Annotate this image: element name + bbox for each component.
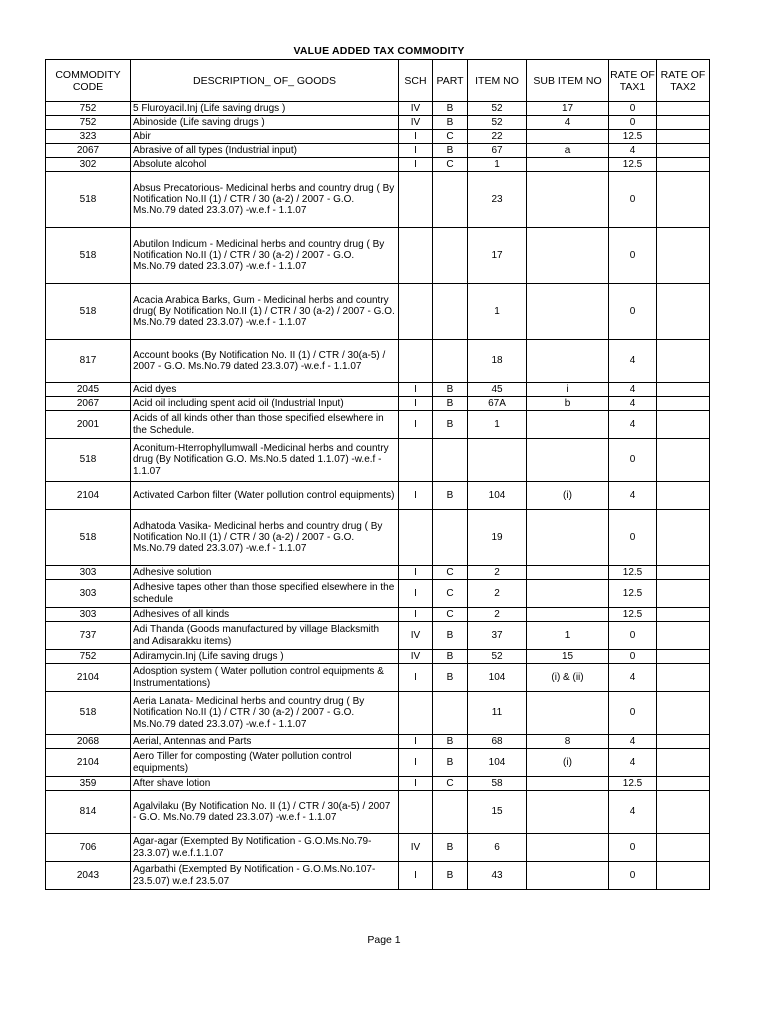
description-cell: Aerial, Antennas and Parts xyxy=(131,735,399,749)
table-row xyxy=(46,580,710,608)
sch-cell xyxy=(399,284,433,340)
sub-item-no-cell: 1 xyxy=(527,622,609,650)
rate-of-tax2-cell xyxy=(657,650,710,664)
rate-of-tax1-cell: 4 xyxy=(609,340,657,383)
rate-of-tax2-cell xyxy=(657,622,710,650)
item-no-cell: 2 xyxy=(468,580,527,608)
part-cell xyxy=(433,172,468,228)
part-cell: B xyxy=(433,482,468,510)
commodity-code-cell: 518 xyxy=(46,228,131,284)
rate-of-tax1-cell: 4 xyxy=(609,791,657,834)
table-row xyxy=(46,566,710,580)
rate-of-tax1-cell: 0 xyxy=(609,834,657,862)
item-no-cell: 68 xyxy=(468,735,527,749)
commodity-code-cell: 303 xyxy=(46,566,131,580)
sch-cell xyxy=(399,439,433,482)
description-cell: Agar-agar (Exempted By Notification - G.O.Ms.No.79-23.3.07) w.e.f.1.1.07 xyxy=(131,834,399,862)
part-cell: C xyxy=(433,777,468,791)
commodity-code-cell: 817 xyxy=(46,340,131,383)
item-no-cell: 52 xyxy=(468,650,527,664)
part-cell: B xyxy=(433,735,468,749)
table-row xyxy=(46,144,710,158)
description-cell: Acacia Arabica Barks, Gum - Medicinal herbs and country drug( By Notification No.II (1) / CTR / 30 (a-2) / 2007 - G.O. Ms.No.79 dated 23.3.07) -w.e.f - 1.1.07 xyxy=(131,284,399,340)
description-cell: Adiramycin.Inj (Life saving drugs ) xyxy=(131,650,399,664)
rate-of-tax2-cell xyxy=(657,791,710,834)
table-row xyxy=(46,791,710,834)
rate-of-tax1-cell: 0 xyxy=(609,692,657,735)
part-cell xyxy=(433,439,468,482)
sch-cell: I xyxy=(399,735,433,749)
sch-cell: I xyxy=(399,566,433,580)
sch-cell: IV xyxy=(399,116,433,130)
part-cell: B xyxy=(433,397,468,411)
sub-item-no-cell xyxy=(527,411,609,439)
sub-item-no-cell: b xyxy=(527,397,609,411)
rate-of-tax2-cell xyxy=(657,284,710,340)
rate-of-tax2-cell xyxy=(657,340,710,383)
sub-item-no-cell xyxy=(527,862,609,890)
description-cell: Agarbathi (Exempted By Notification - G.O.Ms.No.107-23.5.07) w.e.f 23.5.07 xyxy=(131,862,399,890)
table-row xyxy=(46,102,710,116)
part-cell: C xyxy=(433,130,468,144)
description-cell: Agalvilaku (By Notification No. II (1) / CTR / 30(a-5) / 2007 - G.O. Ms.No.79 dated 23.3.07) -w.e.f - 1.1.07 xyxy=(131,791,399,834)
commodity-code-cell: 359 xyxy=(46,777,131,791)
description-cell: Acid dyes xyxy=(131,383,399,397)
table-row xyxy=(46,116,710,130)
rate-of-tax1-cell: 4 xyxy=(609,383,657,397)
rate-of-tax1-cell: 4 xyxy=(609,397,657,411)
part-cell: B xyxy=(433,144,468,158)
sch-cell: IV xyxy=(399,102,433,116)
part-cell xyxy=(433,284,468,340)
rate-of-tax1-cell: 0 xyxy=(609,228,657,284)
header-part: PART xyxy=(433,60,468,102)
rate-of-tax2-cell xyxy=(657,664,710,692)
rate-of-tax2-cell xyxy=(657,158,710,172)
sub-item-no-cell xyxy=(527,791,609,834)
sch-cell: I xyxy=(399,411,433,439)
rate-of-tax1-cell: 4 xyxy=(609,735,657,749)
table-row xyxy=(46,510,710,566)
sub-item-no-cell xyxy=(527,580,609,608)
item-no-cell: 22 xyxy=(468,130,527,144)
header-item-no: ITEM NO xyxy=(468,60,527,102)
part-cell: B xyxy=(433,622,468,650)
table-row xyxy=(46,735,710,749)
header-row xyxy=(46,60,710,102)
sch-cell: I xyxy=(399,144,433,158)
rate-of-tax2-cell xyxy=(657,397,710,411)
sch-cell: I xyxy=(399,608,433,622)
rate-of-tax1-cell: 12.5 xyxy=(609,158,657,172)
sub-item-no-cell xyxy=(527,228,609,284)
header-rate-of-tax1: RATE OF TAX1 xyxy=(609,60,657,102)
rate-of-tax2-cell xyxy=(657,777,710,791)
table-row xyxy=(46,862,710,890)
part-cell xyxy=(433,692,468,735)
commodity-code-cell: 737 xyxy=(46,622,131,650)
item-no-cell: 15 xyxy=(468,791,527,834)
rate-of-tax2-cell xyxy=(657,172,710,228)
sch-cell xyxy=(399,692,433,735)
rate-of-tax2-cell xyxy=(657,749,710,777)
item-no-cell: 67A xyxy=(468,397,527,411)
commodity-code-cell: 814 xyxy=(46,791,131,834)
part-cell: B xyxy=(433,383,468,397)
commodity-code-cell: 2043 xyxy=(46,862,131,890)
commodity-code-cell: 323 xyxy=(46,130,131,144)
item-no-cell: 19 xyxy=(468,510,527,566)
commodity-code-cell: 2045 xyxy=(46,383,131,397)
part-cell: B xyxy=(433,834,468,862)
rate-of-tax1-cell: 12.5 xyxy=(609,777,657,791)
sch-cell xyxy=(399,172,433,228)
part-cell xyxy=(433,228,468,284)
description-cell: Aeria Lanata- Medicinal herbs and country drug ( By Notification No.II (1) / CTR / 30 (a-2) / 2007 - G.O. Ms.No.79 dated 23.3.07) -w.e.f - 1.1.07 xyxy=(131,692,399,735)
rate-of-tax2-cell xyxy=(657,580,710,608)
part-cell: B xyxy=(433,102,468,116)
item-no-cell: 18 xyxy=(468,340,527,383)
sub-item-no-cell: (i) xyxy=(527,482,609,510)
sub-item-no-cell xyxy=(527,340,609,383)
commodity-code-cell: 752 xyxy=(46,102,131,116)
sch-cell xyxy=(399,510,433,566)
commodity-code-cell: 303 xyxy=(46,608,131,622)
table-row xyxy=(46,834,710,862)
item-no-cell: 104 xyxy=(468,482,527,510)
table-row xyxy=(46,777,710,791)
commodity-code-cell: 2001 xyxy=(46,411,131,439)
item-no-cell: 43 xyxy=(468,862,527,890)
description-cell: 5 Fluroyacil.Inj (Life saving drugs ) xyxy=(131,102,399,116)
sub-item-no-cell: 17 xyxy=(527,102,609,116)
commodity-code-cell: 2067 xyxy=(46,144,131,158)
sch-cell: I xyxy=(399,130,433,144)
table-row xyxy=(46,340,710,383)
rate-of-tax2-cell xyxy=(657,383,710,397)
part-cell: B xyxy=(433,116,468,130)
sub-item-no-cell xyxy=(527,130,609,144)
sub-item-no-cell: 8 xyxy=(527,735,609,749)
rate-of-tax2-cell xyxy=(657,692,710,735)
part-cell: B xyxy=(433,650,468,664)
sch-cell: I xyxy=(399,862,433,890)
description-cell: Abrasive of all types (Industrial input) xyxy=(131,144,399,158)
commodity-code-cell: 706 xyxy=(46,834,131,862)
rate-of-tax2-cell xyxy=(657,130,710,144)
rate-of-tax2-cell xyxy=(657,510,710,566)
sub-item-no-cell xyxy=(527,510,609,566)
sub-item-no-cell xyxy=(527,608,609,622)
rate-of-tax2-cell xyxy=(657,735,710,749)
rate-of-tax2-cell xyxy=(657,228,710,284)
rate-of-tax1-cell: 0 xyxy=(609,172,657,228)
table-row xyxy=(46,664,710,692)
sch-cell: I xyxy=(399,158,433,172)
table-row xyxy=(46,749,710,777)
header-rate-of-tax2: RATE OF TAX2 xyxy=(657,60,710,102)
description-cell: Adhesive solution xyxy=(131,566,399,580)
item-no-cell: 17 xyxy=(468,228,527,284)
rate-of-tax1-cell: 0 xyxy=(609,650,657,664)
rate-of-tax1-cell: 12.5 xyxy=(609,580,657,608)
sub-item-no-cell: 4 xyxy=(527,116,609,130)
sch-cell xyxy=(399,791,433,834)
part-cell: B xyxy=(433,411,468,439)
description-cell: Account books (By Notification No. II (1) / CTR / 30(a-5) / 2007 - G.O. Ms.No.79 dated 23.3.07) -w.e.f - 1.1.07 xyxy=(131,340,399,383)
table-row xyxy=(46,692,710,735)
description-cell: Acid oil including spent acid oil (Industrial Input) xyxy=(131,397,399,411)
description-cell: Adosption system ( Water pollution control equipments & Instrumentations) xyxy=(131,664,399,692)
item-no-cell: 37 xyxy=(468,622,527,650)
item-no-cell: 104 xyxy=(468,664,527,692)
table-row xyxy=(46,172,710,228)
commodity-table xyxy=(45,59,710,890)
rate-of-tax2-cell xyxy=(657,608,710,622)
item-no-cell: 6 xyxy=(468,834,527,862)
item-no-cell xyxy=(468,439,527,482)
sch-cell: I xyxy=(399,749,433,777)
rate-of-tax1-cell: 4 xyxy=(609,482,657,510)
sch-cell: I xyxy=(399,482,433,510)
commodity-code-cell: 752 xyxy=(46,116,131,130)
table-row xyxy=(46,397,710,411)
rate-of-tax1-cell: 12.5 xyxy=(609,130,657,144)
sub-item-no-cell: i xyxy=(527,383,609,397)
description-cell: Aconitum-Hterrophyllumwall -Medicinal herbs and country drug (By Notification G.O. Ms.No.5 dated 1.1.07) -w.e.f - 1.1.07 xyxy=(131,439,399,482)
description-cell: Adhatoda Vasika- Medicinal herbs and country drug ( By Notification No.II (1) / CTR / 30 (a-2) / 2007 - G.O. Ms.No.79 dated 23.3.07) -w.e.f - 1.1.07 xyxy=(131,510,399,566)
part-cell xyxy=(433,510,468,566)
item-no-cell: 58 xyxy=(468,777,527,791)
rate-of-tax1-cell: 0 xyxy=(609,102,657,116)
commodity-code-cell: 2104 xyxy=(46,749,131,777)
commodity-code-cell: 518 xyxy=(46,439,131,482)
description-cell: Aero Tiller for composting (Water pollution control equipments) xyxy=(131,749,399,777)
rate-of-tax1-cell: 0 xyxy=(609,439,657,482)
description-cell: Adi Thanda (Goods manufactured by village Blacksmith and Adisarakku items) xyxy=(131,622,399,650)
part-cell: B xyxy=(433,862,468,890)
rate-of-tax2-cell xyxy=(657,439,710,482)
item-no-cell: 45 xyxy=(468,383,527,397)
item-no-cell: 67 xyxy=(468,144,527,158)
description-cell: Absolute alcohol xyxy=(131,158,399,172)
table-row xyxy=(46,158,710,172)
rate-of-tax1-cell: 4 xyxy=(609,749,657,777)
rate-of-tax2-cell xyxy=(657,862,710,890)
item-no-cell: 23 xyxy=(468,172,527,228)
rate-of-tax2-cell xyxy=(657,482,710,510)
sch-cell: IV xyxy=(399,650,433,664)
commodity-code-cell: 2067 xyxy=(46,397,131,411)
part-cell: C xyxy=(433,566,468,580)
rate-of-tax2-cell xyxy=(657,566,710,580)
part-cell xyxy=(433,791,468,834)
part-cell: C xyxy=(433,580,468,608)
commodity-code-cell: 518 xyxy=(46,284,131,340)
item-no-cell: 104 xyxy=(468,749,527,777)
rate-of-tax1-cell: 0 xyxy=(609,510,657,566)
sch-cell: I xyxy=(399,580,433,608)
sch-cell: I xyxy=(399,397,433,411)
rate-of-tax1-cell: 4 xyxy=(609,664,657,692)
table-row xyxy=(46,439,710,482)
description-cell: Adhesive tapes other than those specified elsewhere in the schedule xyxy=(131,580,399,608)
table-body xyxy=(46,102,710,890)
sub-item-no-cell xyxy=(527,566,609,580)
item-no-cell: 1 xyxy=(468,158,527,172)
table-row xyxy=(46,228,710,284)
sub-item-no-cell xyxy=(527,284,609,340)
sch-cell: I xyxy=(399,383,433,397)
header-sch: SCH xyxy=(399,60,433,102)
sch-cell: I xyxy=(399,777,433,791)
description-cell: Absus Precatorious- Medicinal herbs and country drug ( By Notification No.II (1) / CTR / 30 (a-2) / 2007 - G.O. Ms.No.79 dated 23.3.07) -w.e.f - 1.1.07 xyxy=(131,172,399,228)
table-row xyxy=(46,411,710,439)
description-cell: Abinoside (Life saving drugs ) xyxy=(131,116,399,130)
sch-cell: IV xyxy=(399,622,433,650)
sch-cell: I xyxy=(399,664,433,692)
sub-item-no-cell xyxy=(527,158,609,172)
commodity-code-cell: 2104 xyxy=(46,482,131,510)
part-cell: C xyxy=(433,158,468,172)
page-number: Page 1 xyxy=(367,934,401,946)
rate-of-tax2-cell xyxy=(657,102,710,116)
rate-of-tax2-cell xyxy=(657,411,710,439)
rate-of-tax1-cell: 0 xyxy=(609,622,657,650)
rate-of-tax1-cell: 4 xyxy=(609,411,657,439)
part-cell: B xyxy=(433,749,468,777)
sub-item-no-cell: (i) xyxy=(527,749,609,777)
rate-of-tax2-cell xyxy=(657,834,710,862)
table-row xyxy=(46,284,710,340)
sub-item-no-cell xyxy=(527,172,609,228)
rate-of-tax2-cell xyxy=(657,116,710,130)
table-row xyxy=(46,383,710,397)
commodity-code-cell: 303 xyxy=(46,580,131,608)
sch-cell xyxy=(399,340,433,383)
sub-item-no-cell: (i) & (ii) xyxy=(527,664,609,692)
table-row xyxy=(46,130,710,144)
item-no-cell: 2 xyxy=(468,608,527,622)
header-sub-item-no: SUB ITEM NO xyxy=(527,60,609,102)
item-no-cell: 52 xyxy=(468,102,527,116)
part-cell xyxy=(433,340,468,383)
table-row xyxy=(46,482,710,510)
sch-cell xyxy=(399,228,433,284)
item-no-cell: 2 xyxy=(468,566,527,580)
rate-of-tax1-cell: 0 xyxy=(609,284,657,340)
commodity-code-cell: 518 xyxy=(46,172,131,228)
description-cell: Adhesives of all kinds xyxy=(131,608,399,622)
rate-of-tax1-cell: 0 xyxy=(609,862,657,890)
sub-item-no-cell xyxy=(527,439,609,482)
sub-item-no-cell xyxy=(527,777,609,791)
commodity-code-cell: 2068 xyxy=(46,735,131,749)
item-no-cell: 11 xyxy=(468,692,527,735)
header-commodity-code: COMMODITY CODE xyxy=(46,60,131,102)
description-cell: Activated Carbon filter (Water pollution control equipments) xyxy=(131,482,399,510)
commodity-code-cell: 752 xyxy=(46,650,131,664)
commodity-code-cell: 518 xyxy=(46,692,131,735)
rate-of-tax1-cell: 0 xyxy=(609,116,657,130)
rate-of-tax1-cell: 12.5 xyxy=(609,608,657,622)
description-cell: After shave lotion xyxy=(131,777,399,791)
description-cell: Abir xyxy=(131,130,399,144)
part-cell: C xyxy=(433,608,468,622)
commodity-code-cell: 2104 xyxy=(46,664,131,692)
sub-item-no-cell: a xyxy=(527,144,609,158)
item-no-cell: 1 xyxy=(468,284,527,340)
table-row xyxy=(46,622,710,650)
document-title: VALUE ADDED TAX COMMODITY xyxy=(293,45,465,57)
table-row xyxy=(46,608,710,622)
sub-item-no-cell: 15 xyxy=(527,650,609,664)
description-cell: Acids of all kinds other than those specified elsewhere in the Schedule. xyxy=(131,411,399,439)
description-cell: Abutilon Indicum - Medicinal herbs and country drug ( By Notification No.II (1) / CTR / 30 (a-2) / 2007 - G.O. Ms.No.79 dated 23.3.07) -w.e.f - 1.1.07 xyxy=(131,228,399,284)
rate-of-tax1-cell: 12.5 xyxy=(609,566,657,580)
part-cell: B xyxy=(433,664,468,692)
commodity-code-cell: 518 xyxy=(46,510,131,566)
sub-item-no-cell xyxy=(527,834,609,862)
item-no-cell: 1 xyxy=(468,411,527,439)
item-no-cell: 52 xyxy=(468,116,527,130)
sch-cell: IV xyxy=(399,834,433,862)
rate-of-tax2-cell xyxy=(657,144,710,158)
table-row xyxy=(46,650,710,664)
sub-item-no-cell xyxy=(527,692,609,735)
header-description: DESCRIPTION_ OF_ GOODS xyxy=(131,60,399,102)
commodity-code-cell: 302 xyxy=(46,158,131,172)
rate-of-tax1-cell: 4 xyxy=(609,144,657,158)
